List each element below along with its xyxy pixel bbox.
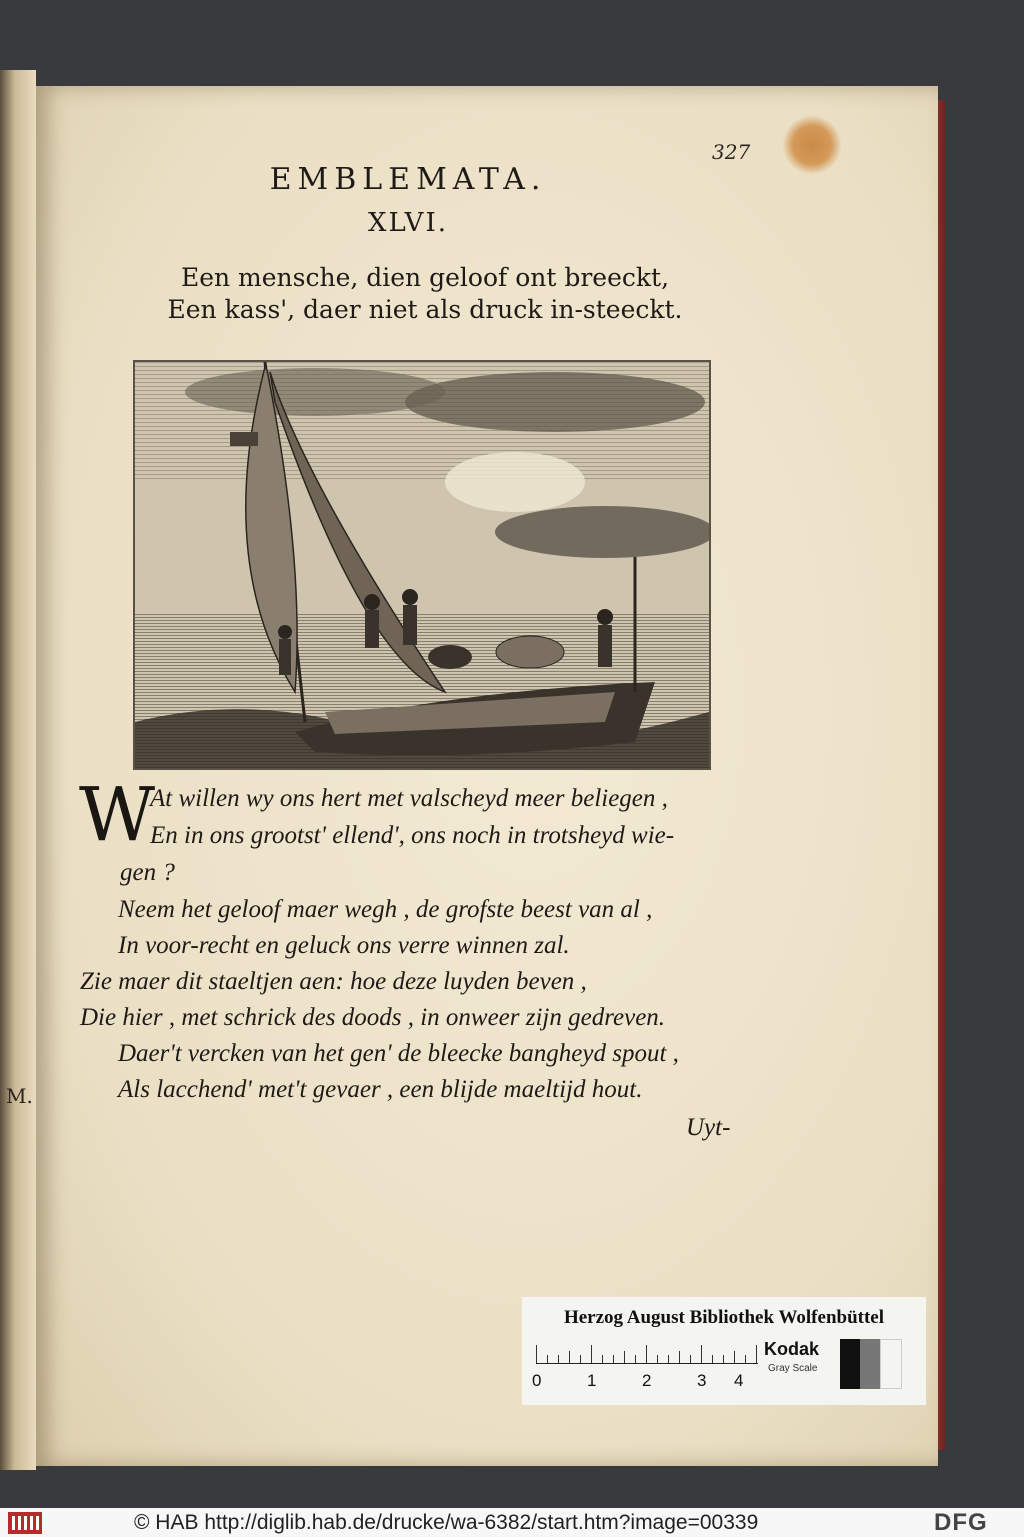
left-page-edge [0, 70, 36, 1470]
ruler-number: 1 [587, 1371, 597, 1390]
motto-line: Een mensche, dien geloof ont breeckt, [180, 263, 670, 292]
footer-bar [0, 1508, 1024, 1537]
poem-line: Die hier , met schrick des doods , in onweer zijn gedreven. [80, 1004, 666, 1031]
poem-line: Neem het geloof maer wegh , de grofste beest van al , [118, 896, 653, 923]
ruler-number: 3 [697, 1371, 707, 1390]
gray-swatch-white [880, 1339, 902, 1389]
kodak-subtitle: Gray Scale [768, 1363, 818, 1374]
poem-line: gen ? [120, 859, 175, 886]
poem-line: Daer't vercken van het gen' de bleecke bangheyd spout , [118, 1040, 679, 1067]
gray-swatch-black [840, 1339, 860, 1389]
poem-line: Als lacchend' met't gevaer , een blijde maeltijd hout. [118, 1076, 643, 1103]
poem-line: In voor-recht en geluck ons verre winnen zal. [118, 932, 570, 959]
ruler-number: 0 [532, 1371, 542, 1390]
poem-line: En in ons grootst' ellend', ons noch in trotsheyd wie- [150, 822, 675, 849]
motto-line: Een kass', daer niet als druck in-steeckt. [167, 295, 683, 324]
ruler [536, 1343, 758, 1364]
emblem-numeral: XLVI. [367, 208, 448, 238]
catchword: Uyt- [686, 1114, 731, 1141]
library-name: Herzog August Bibliothek Wolfenbüttel [563, 1307, 885, 1328]
ship-in-storm-illustration [135, 362, 709, 768]
page-number: 327 [712, 140, 751, 164]
poem-line: At willen wy ons hert met valscheyd meer beliegen , [150, 785, 668, 812]
dfg-logo: DFG [934, 1509, 988, 1536]
drop-cap: W [79, 772, 156, 858]
emblem-engraving [133, 360, 711, 770]
left-page-letter: M. [6, 1084, 33, 1108]
page-title: EMBLEMATA. [269, 162, 547, 197]
ruler-number: 4 [734, 1371, 744, 1390]
footer-credit-link[interactable]: © HAB http://diglib.hab.de/drucke/wa-6382/start.htm?image=00339 [134, 1511, 759, 1534]
kodak-brand: Kodak [764, 1339, 820, 1359]
poem-line: Zie maer dit staeltjen aen: hoe deze luyden beven , [80, 968, 587, 995]
hab-logo-icon [8, 1512, 42, 1534]
gray-swatch-mid [860, 1339, 880, 1389]
ruler-number: 2 [642, 1371, 652, 1390]
color-scale-card [522, 1297, 926, 1405]
